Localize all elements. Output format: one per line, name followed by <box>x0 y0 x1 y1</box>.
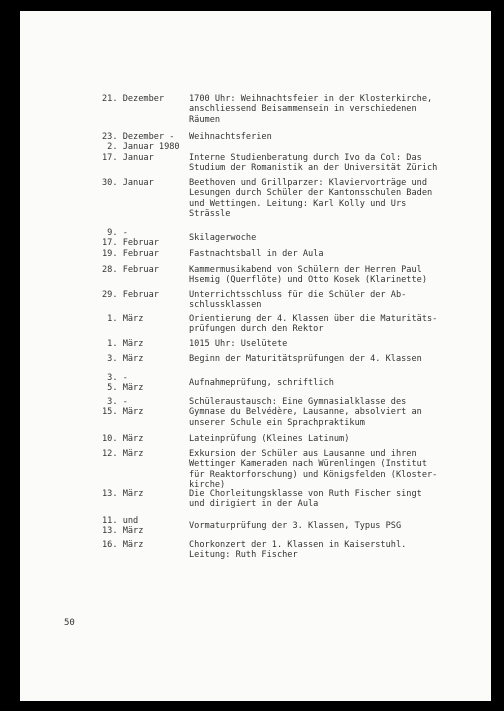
entry-date <box>102 339 187 349</box>
entry-text-line: Schüleraustausch: Eine Gymnasialklasse des <box>189 397 407 407</box>
entry-date <box>102 249 187 259</box>
entry-date-line: 13. März <box>102 489 144 499</box>
entry-text-line: Aufnahmeprüfung, schriftlich <box>189 378 334 388</box>
entry-date <box>102 354 187 364</box>
entry-description <box>189 540 489 561</box>
entry-description <box>189 132 489 142</box>
entry-text-line: 1015 Uhr: Uselütete <box>189 339 288 349</box>
entry-description <box>189 153 489 174</box>
entry-description <box>189 378 489 388</box>
entry-text-line: Lesungen durch Schüler der Kantonsschulen Baden <box>189 188 433 199</box>
entry-text-line: Beginn der Maturitätsprüfungen der 4. Klassen <box>189 354 422 364</box>
entry-date-line: 3. März <box>102 354 144 364</box>
entry-text-line: Räumen <box>189 114 221 125</box>
entry-date-line: 5. März <box>102 383 144 394</box>
entry-description <box>189 249 489 259</box>
entry-date <box>102 178 187 188</box>
entry-description <box>189 521 489 531</box>
entry-text-line: Gymnase du Belvédère, Lausanne, absolviert an <box>189 407 422 418</box>
entry-description <box>189 449 489 491</box>
entry-description <box>189 489 489 510</box>
entry-date <box>102 397 187 418</box>
entry-date-line: 9. - <box>102 228 128 238</box>
entry-text-line: Die Chorleitungsklasse von Ruth Fischer singt <box>189 489 422 499</box>
entry-text-line: Skilagerwoche <box>189 233 257 243</box>
entry-date <box>102 449 187 459</box>
entry-description <box>189 233 489 243</box>
entry-text-line: Fastnachtsball in der Aula <box>189 249 324 259</box>
entry-text-line: Leitung: Ruth Fischer <box>189 550 298 561</box>
entry-date <box>102 265 187 275</box>
entry-date <box>102 132 187 153</box>
entry-date-line: 28. Februar <box>102 265 159 275</box>
entry-date <box>102 373 187 394</box>
entry-text-line: anschliessend Beisammensein in verschiedenen <box>189 104 417 115</box>
entry-date-line: 12. März <box>102 449 144 459</box>
entry-text-line: und dirigiert in der Aula <box>189 499 319 510</box>
entry-text-line: Weihnachtsferien <box>189 132 272 142</box>
entry-text-line: schlussklassen <box>189 300 262 311</box>
entry-date <box>102 94 187 104</box>
entry-date-line: 19. Februar <box>102 249 159 259</box>
entry-date-line: 10. März <box>102 434 144 444</box>
entry-date <box>102 228 187 249</box>
entry-description <box>189 434 489 444</box>
page-number: 50 <box>64 618 75 628</box>
entry-text-line: 1700 Uhr: Weihnachtsfeier in der Klosterkirche, <box>189 94 433 104</box>
entry-description <box>189 178 489 220</box>
entry-text-line: kirche) <box>189 480 226 491</box>
entry-date <box>102 434 187 444</box>
entry-date-line: 30. Januar <box>102 178 154 188</box>
entry-text-line: Strässle <box>189 209 231 220</box>
entry-date <box>102 290 187 300</box>
entry-description <box>189 314 489 335</box>
entry-text-line: Studium der Romanistik an der Universität Zürich <box>189 163 438 174</box>
entry-date-line: 11. und <box>102 516 139 526</box>
entry-date <box>102 153 187 163</box>
entry-date-line: 15. März <box>102 407 144 418</box>
entry-text-line: unserer Schule ein Sprachpraktikum <box>189 417 365 428</box>
entry-date <box>102 489 187 499</box>
entry-text-line: Kammermusikabend von Schülern der Herren Paul <box>189 265 422 275</box>
entry-date-line: 1. März <box>102 314 144 324</box>
entry-text-line: Wettinger Kameraden nach Würenlingen (Institut <box>189 459 427 470</box>
entry-date-line: 29. Februar <box>102 290 159 300</box>
entry-date-line: 21. Dezember <box>102 94 165 104</box>
entry-date-line: 2. Januar 1980 <box>102 142 180 153</box>
entry-text-line: und Wettingen. Leitung: Karl Kolly und Urs <box>189 198 407 209</box>
entry-text-line: Hsemig (Querflöte) und Otto Kosek (Klarinette) <box>189 275 427 286</box>
entry-description <box>189 265 489 286</box>
entry-text-line: prüfungen durch den Rektor <box>189 324 324 335</box>
entry-date-line: 17. Januar <box>102 153 154 163</box>
entry-description <box>189 354 489 364</box>
entry-text-line: Interne Studienberatung durch Ivo da Col: Das <box>189 153 422 163</box>
entry-text-line: Exkursion der Schüler aus Lausanne und ihren <box>189 449 417 459</box>
entry-description <box>189 397 489 428</box>
entry-text-line: für Reaktorforschung) und Königsfelden (Kloster- <box>189 469 438 480</box>
entry-date-line: 13. März <box>102 526 144 537</box>
entry-text-line: Beethoven und Grillparzer: Klaviervorträge und <box>189 178 427 188</box>
entry-text-line: Unterrichtsschluss für die Schüler der Ab- <box>189 290 407 300</box>
entry-text-line: Lateinprüfung (Kleines Latinum) <box>189 434 350 444</box>
entry-date-line: 1. März <box>102 339 144 349</box>
entry-date-line: 3. - <box>102 373 128 383</box>
entry-date-line: 16. März <box>102 540 144 550</box>
entry-description <box>189 339 489 349</box>
entry-description <box>189 94 489 125</box>
entry-date-line: 17. Februar <box>102 238 159 249</box>
entry-date <box>102 516 187 537</box>
entry-date-line: 3. - <box>102 397 128 407</box>
entry-text-line: Chorkonzert der 1. Klassen in Kaiserstuhl. <box>189 540 407 550</box>
entry-text-line: Vormaturprüfung der 3. Klassen, Typus PSG <box>189 521 402 531</box>
entry-text-line: Orientierung der 4. Klassen über die Maturitäts- <box>189 314 438 324</box>
entry-description <box>189 290 489 311</box>
entry-date-line: 23. Dezember - <box>102 132 175 142</box>
entry-date <box>102 540 187 550</box>
entry-date <box>102 314 187 324</box>
document-page <box>20 11 491 701</box>
